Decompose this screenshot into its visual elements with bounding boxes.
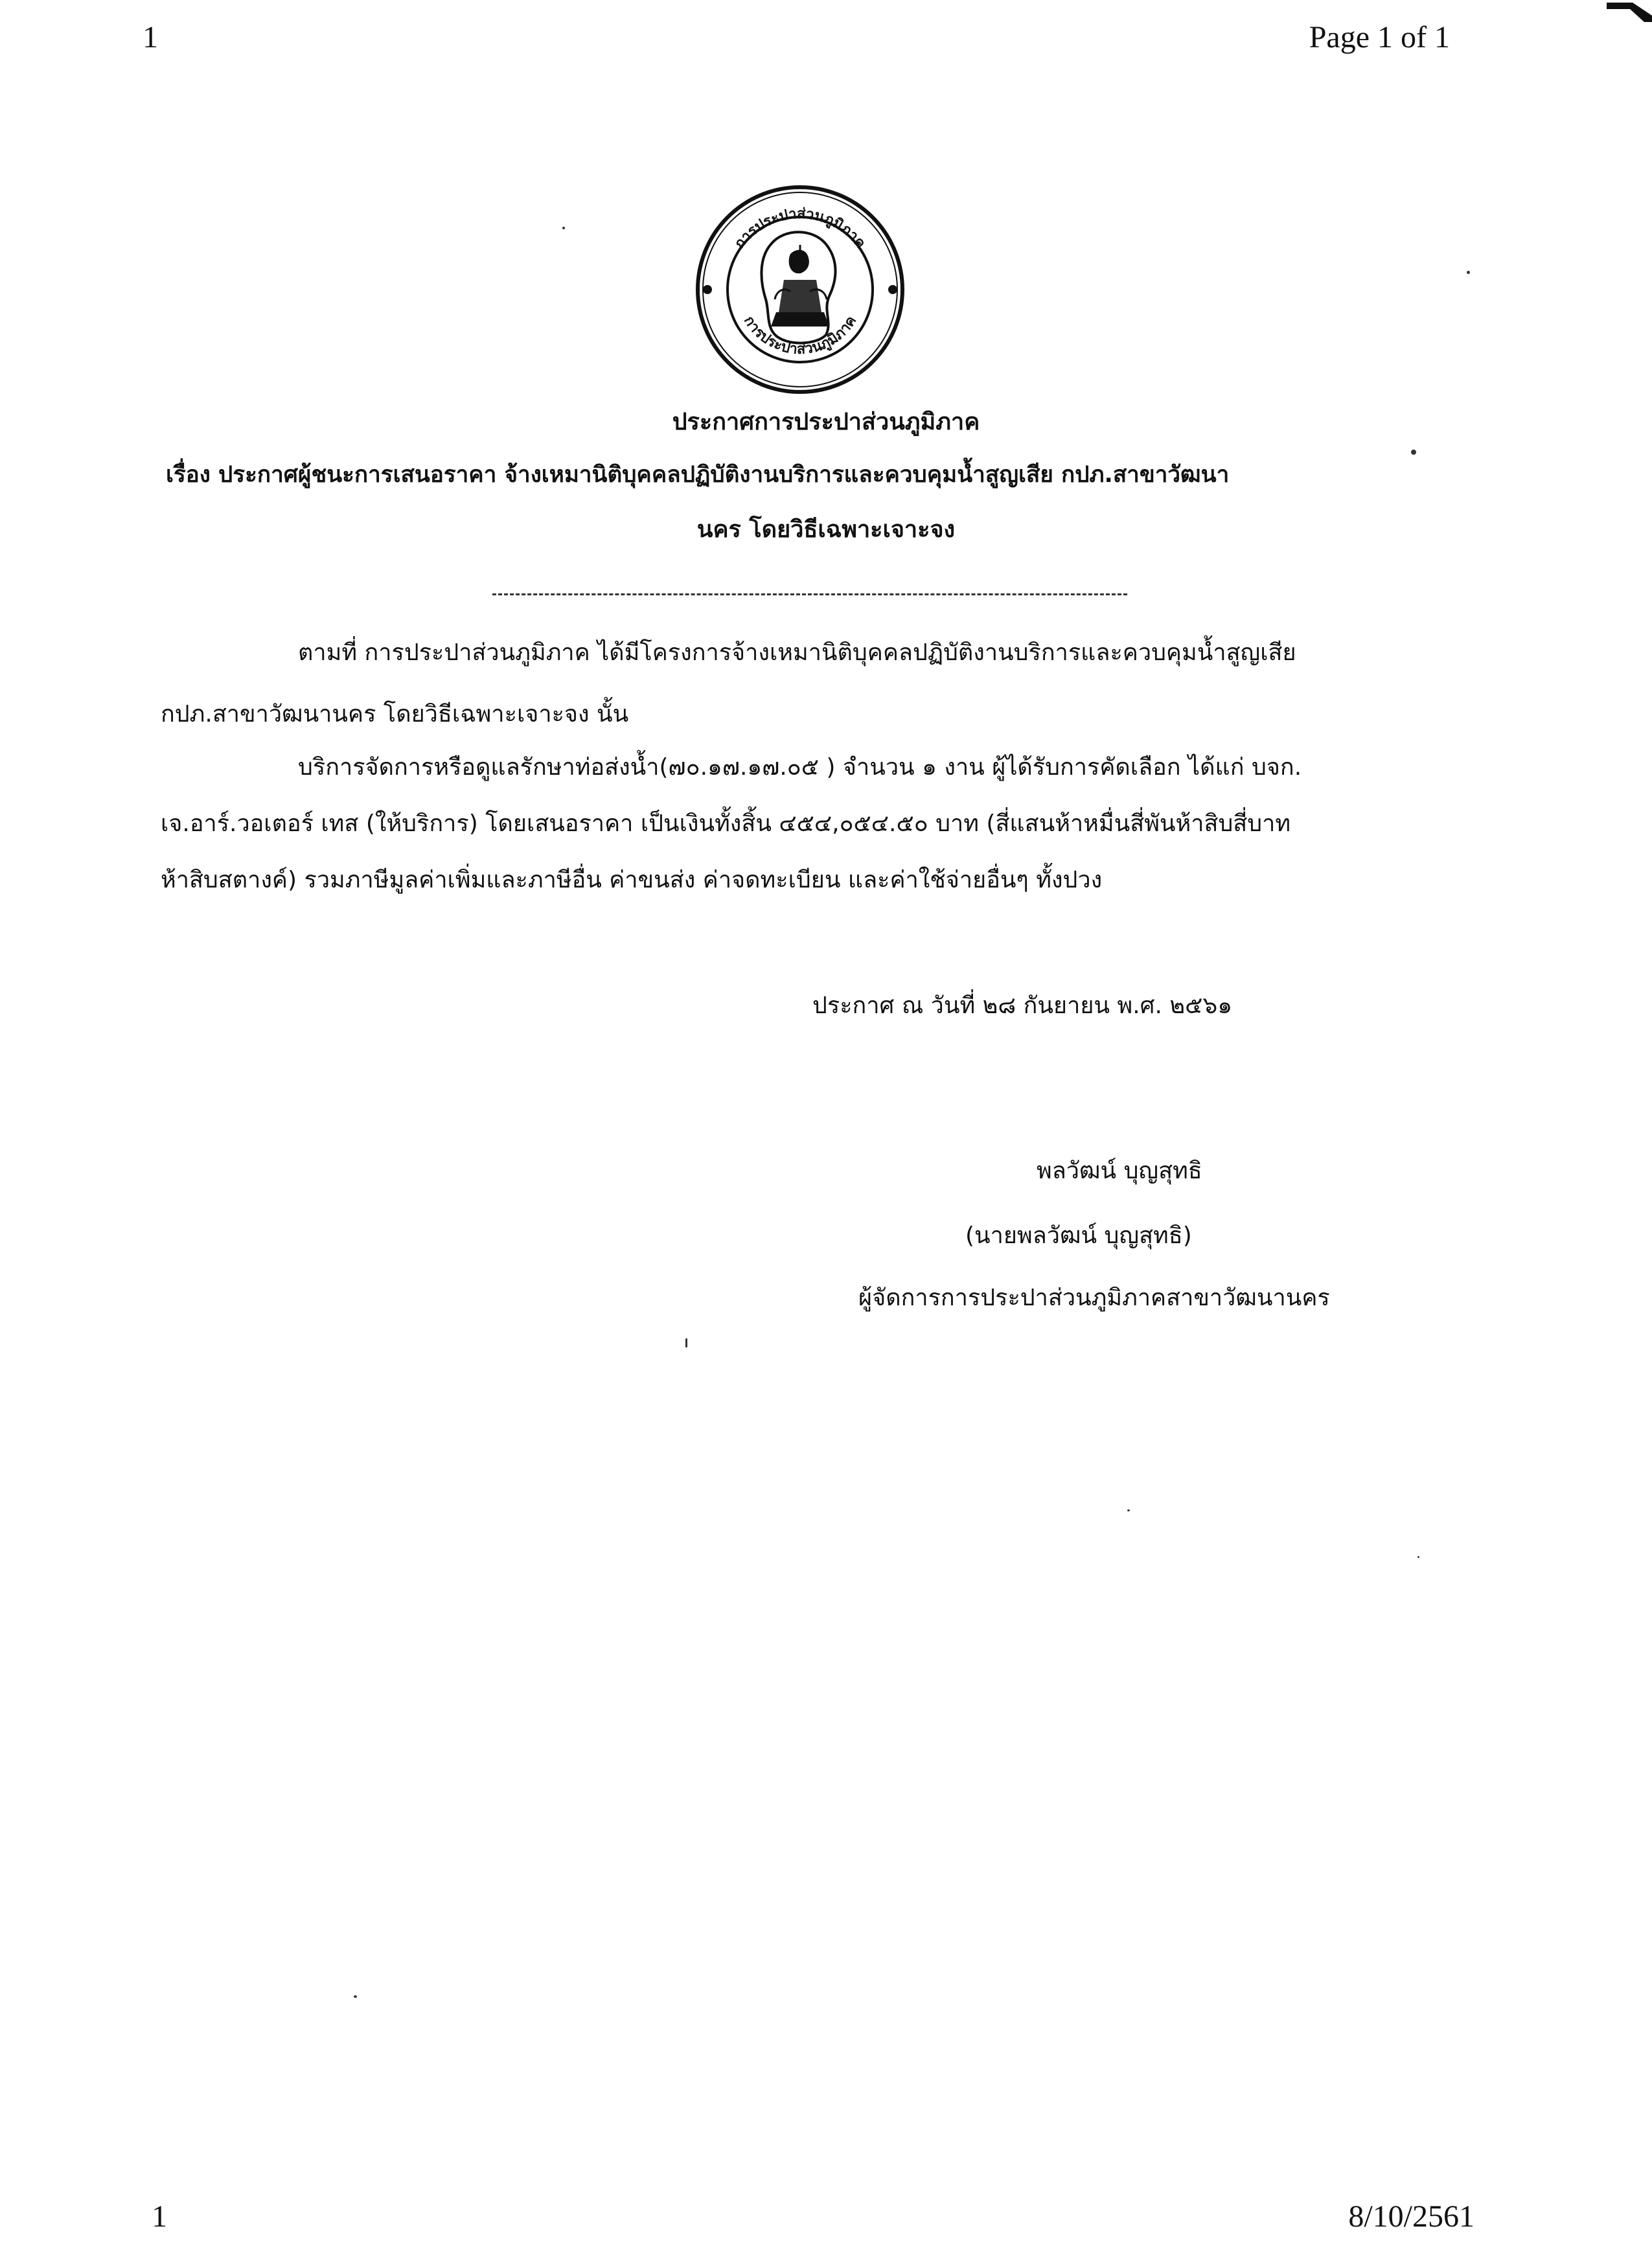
corner-mark-icon: [1607, 0, 1652, 22]
subject-line-2: นคร โดยวิธีเฉพาะเจาะจง: [696, 516, 956, 543]
page-number-top: 1: [143, 20, 158, 54]
seal-text-top: การประปาส่วนภูมิภาค: [731, 205, 869, 252]
page-of-label: Page 1 of 1: [1309, 20, 1450, 54]
scan-speck: [1467, 271, 1470, 274]
paragraph-2-line-3: ห้าสิบสตางค์) รวมภาษีมูลค่าเพิ่มและภาษีอื่น ค่าขนส่ง ค่าจดทะเบียน และค่าใช้จ่ายอื่นๆ ทั้งปวง: [161, 867, 1103, 893]
section-divider: [492, 593, 1127, 595]
signer-name: (นายพลวัฒน์ บุญสุทธิ): [965, 1222, 1192, 1249]
signature: พลวัฒน์ บุญสุทธิ: [1037, 1158, 1202, 1184]
scan-speck: [562, 227, 565, 229]
scan-speck: [1411, 450, 1416, 455]
scan-speck: [685, 1338, 687, 1347]
scan-speck: [1417, 1556, 1419, 1558]
scan-speck: [354, 1995, 357, 1998]
scan-speck: [1127, 1509, 1130, 1511]
paragraph-2-line-1: บริการจัดการหรือดูแลรักษาท่อส่งน้ำ(๗๐.๑๗.๑๗.๐๕ ) จำนวน ๑ งาน ผู้ได้รับการคัดเลือก ได้แก่ บจก.: [298, 754, 1302, 781]
paragraph-2-line-2: เจ.อาร์.วอเตอร์ เทส (ให้บริการ) โดยเสนอราคา เป็นเงินทั้งสิ้น ๔๕๔,๐๕๔.๕๐ บาท (สี่แสนห้าหมื่นสี่พันห้าสิบสี่บาท: [161, 810, 1291, 837]
seal-text-bottom: การประปาส่วนภูมิภาค: [740, 313, 860, 358]
subject-line-1: เรื่อง ประกาศผู้ชนะการเสนอราคา จ้างเหมานิติบุคคลปฏิบัติงานบริการและควบคุมน้ำสูญเสีย กปภ.สาขาวัฒนา: [166, 462, 1230, 488]
print-date: 8/10/2561: [1348, 2199, 1474, 2234]
pwa-seal-icon: [693, 183, 907, 396]
paragraph-1-line-2: กปภ.สาขาวัฒนานคร โดยวิธีเฉพาะเจาะจง นั้น: [161, 701, 629, 727]
paragraph-1-line-1: ตามที่ การประปาส่วนภูมิภาค ได้มีโครงการจ้างเหมานิติบุคคลปฏิบัติงานบริการและควบคุมน้ำสูญเสีย: [298, 639, 1296, 666]
announcement-date: ประกาศ ณ วันที่ ๒๘ กันยายน พ.ศ. ๒๕๖๑: [812, 992, 1233, 1019]
document-title: ประกาศการประปาส่วนภูมิภาค: [672, 409, 980, 435]
signer-position: ผู้จัดการการประปาส่วนภูมิภาคสาขาวัฒนานคร: [858, 1285, 1330, 1311]
page-number-bottom: 1: [152, 2199, 167, 2234]
svg-text:การประปาส่วนภูมิภาค: [731, 206, 869, 251]
